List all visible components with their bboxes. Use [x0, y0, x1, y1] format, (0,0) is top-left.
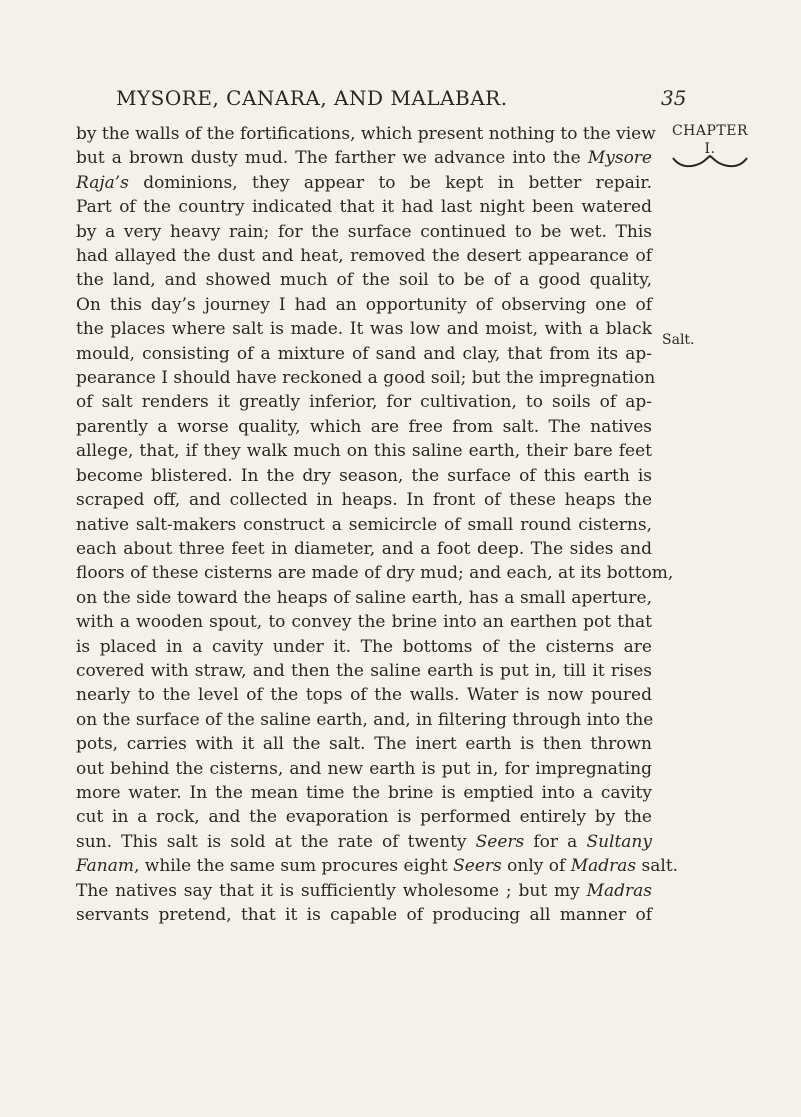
text-run: On this day’s journey I had an opportunity of observing one of [76, 294, 652, 315]
text-run: by the walls of the fortifications, which present nothing to the view [76, 124, 656, 144]
text-run: but a brown dusty mud. The farther we advance into the [76, 148, 588, 169]
text-line [76, 683, 652, 707]
text-run: floors of these cisterns are made of dry mud; and each, at its bottom, [76, 563, 674, 584]
text-line [76, 439, 652, 463]
text-line [76, 342, 652, 366]
text-line [76, 659, 652, 683]
italic-text-run: Seers [475, 831, 525, 852]
text-run: on the surface of the saline earth, and, in filtering through into the [76, 709, 654, 730]
body-text [76, 122, 679, 927]
text-run: is placed in a cavity under it. The bottoms of the cisterns are [76, 636, 652, 657]
margin-chapter-note [664, 123, 756, 169]
text-line [76, 464, 652, 488]
text-run: mould, consisting of a mixture of sand and clay, that from its ap- [76, 343, 652, 364]
text-run: more water. In the mean time the brine is emptied into a cavity [76, 782, 652, 803]
text-line [76, 488, 652, 512]
text-line [76, 171, 652, 195]
text-run: parently a worse quality, which are free from salt. The natives [76, 416, 652, 437]
italic-text-run: Seers [453, 856, 502, 877]
margin-note-salt: Salt. [662, 332, 695, 348]
text-run: native salt-makers construct a semicircle of small round cisterns, [76, 514, 652, 535]
text-line [76, 293, 652, 317]
chapter-label: CHAPTER [671, 123, 749, 139]
text-run: covered with straw, and then the saline earth is put in, till it rises [76, 660, 652, 681]
text-line [76, 195, 652, 219]
running-head: MYSORE, CANARA, AND MALABAR. [116, 86, 508, 110]
text-line [76, 220, 652, 244]
text-run: pots, carries with it all the salt. The inert earth is then thrown [76, 734, 652, 755]
text-run: Part of the country indicated that it had last night been watered [76, 197, 652, 218]
text-line [76, 586, 652, 610]
text-line [76, 146, 652, 170]
text-run: allege, that, if they walk much on this saline earth, their bare feet [76, 441, 652, 462]
text-line [76, 854, 679, 878]
text-line [76, 805, 652, 829]
text-run: salt. [636, 856, 679, 877]
text-run: each about three feet in diameter, and a foot deep. The sides and [76, 538, 652, 559]
text-line [76, 757, 652, 781]
text-run: , while the same sum procures eight [133, 856, 454, 877]
italic-text-run: Raja’s [76, 172, 129, 193]
text-line [76, 635, 652, 659]
text-run: servants pretend, that it is capable of producing all manner of [76, 905, 652, 925]
text-run: cut in a rock, and the evaporation is performed entirely by the [76, 807, 652, 828]
text-line [76, 513, 652, 537]
text-line [76, 708, 652, 732]
text-run: pearance I should have reckoned a good soil; but the impregnation [76, 368, 656, 389]
italic-text-run: Madras [586, 880, 652, 901]
text-run: of salt renders it greatly inferior, for cultivation, to soils of ap- [76, 392, 652, 413]
text-line [76, 561, 674, 585]
page-number: 35 [661, 86, 687, 110]
text-line [76, 268, 652, 292]
text-line [76, 537, 652, 561]
text-line [76, 732, 652, 756]
text-run: dominions, they appear to be kept in better repair. [128, 172, 652, 193]
text-run: sun. This salt is sold at the rate of twenty [76, 831, 476, 852]
text-line [76, 830, 652, 854]
text-run: the places where salt is made. It was low and moist, with a black [76, 319, 652, 340]
text-run: only of [501, 856, 571, 877]
italic-text-run: Mysore [587, 148, 652, 169]
text-line [76, 317, 652, 341]
text-line [76, 366, 656, 390]
text-run: The natives say that it is sufficiently wholesome ; but my [76, 880, 587, 901]
italic-text-run: Sultany [586, 831, 652, 852]
text-run: nearly to the level of the tops of the walls. Water is now poured [76, 685, 652, 706]
text-line [76, 879, 652, 903]
italic-text-run: Madras [570, 856, 637, 877]
text-line [76, 244, 652, 268]
text-run: by a very heavy rain; for the surface continued to be wet. This [76, 221, 652, 242]
text-run: had allayed the dust and heat, removed the desert appearance of [76, 246, 652, 267]
text-line [76, 415, 652, 439]
text-run: on the side toward the heaps of saline earth, has a small aperture, [76, 587, 652, 608]
text-run: become blistered. In the dry season, the surface of this earth is [76, 465, 652, 486]
brace-ornament-icon [671, 155, 749, 169]
text-line [76, 390, 652, 414]
text-run: with a wooden spout, to convey the brine into an earthen pot that [76, 612, 652, 633]
text-run: the land, and showed much of the soil to be of a good quality, [76, 270, 652, 291]
text-run: for a [524, 831, 587, 852]
text-line [76, 903, 652, 927]
italic-text-run: Fanam [76, 856, 134, 877]
text-run: out behind the cisterns, and new earth is put in, for impregnating [76, 758, 652, 779]
chapter-number: I. [704, 141, 716, 157]
text-line [76, 610, 652, 634]
text-line [76, 781, 652, 805]
text-run: scraped off, and collected in heaps. In front of these heaps the [76, 490, 652, 511]
text-line [76, 122, 656, 146]
